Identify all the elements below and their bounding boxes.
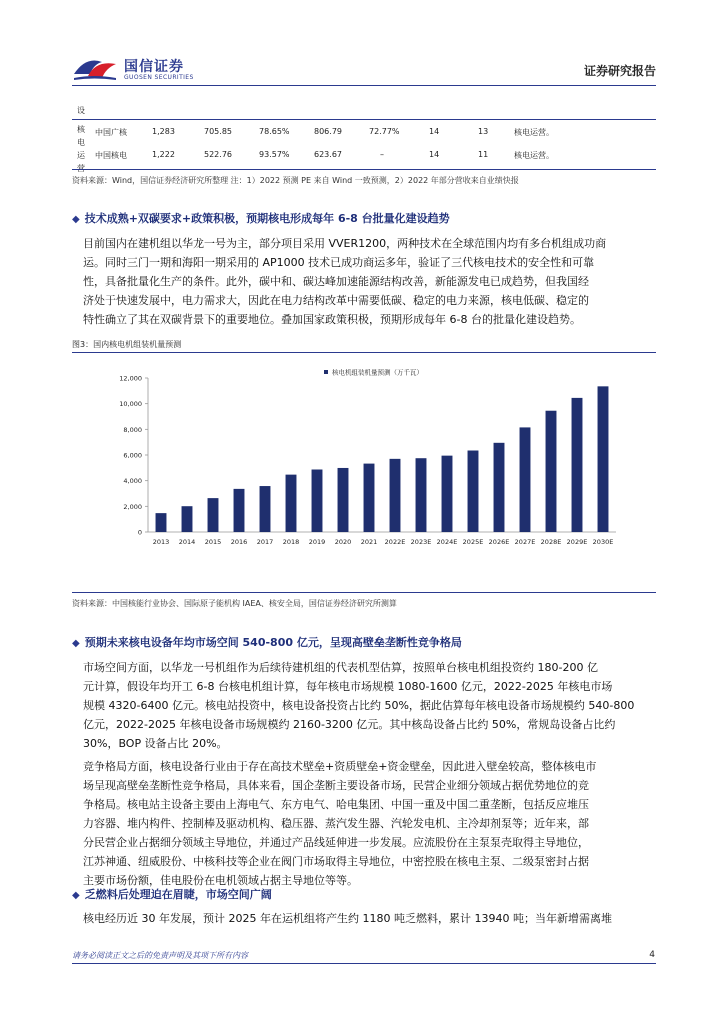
report-type-title: 证券研究报告 [583, 64, 656, 78]
table-cell: 623.67 [314, 150, 342, 159]
y-tick-label: 8,000 [123, 425, 142, 434]
company-name: 中国核电 [95, 151, 127, 160]
y-tick-label: 0 [137, 528, 142, 537]
paragraph-line: 亿元，2022-2025 年核电设备市场规模约 2160-3200 亿元。其中核岛设备占比约 50%，常规岛设备占比约 [83, 718, 616, 731]
table-cell: – [380, 150, 384, 159]
table-cell: 72.77% [369, 127, 400, 136]
company-name: 中国广核 [95, 128, 127, 137]
x-tick-label: 2022E [384, 538, 406, 546]
guosen-logo-icon [72, 52, 118, 82]
x-tick-label: 2027E [514, 538, 536, 546]
bar-2016 [234, 489, 245, 532]
figure-top-divider [72, 352, 656, 353]
bar-2024E [442, 456, 453, 532]
paragraph-line: 场呈现高壁垒垄断性竞争格局，具体来看，国企垄断主要设备市场，民营企业细分领域占据优势地位的竞 [83, 779, 589, 792]
table-cell: 705.85 [204, 127, 232, 136]
section-heading [72, 886, 272, 902]
bar-2023E [416, 458, 427, 532]
y-tick-label: 4,000 [123, 477, 142, 486]
paragraph [83, 658, 656, 753]
paragraph-line: 市场空间方面，以华龙一号机组作为后续待建机组的代表机型估算，按照单台核电机组投资约 180-200 亿 [83, 661, 598, 674]
bar-2018 [286, 475, 297, 532]
paragraph-line: 江苏神通、纽威股份、中核科技等企业在阀门市场取得主导地位，中密控股在核电主泵、二级泵密封占据 [83, 855, 589, 868]
x-tick-label: 2024E [436, 538, 458, 546]
paragraph-line: 目前国内在建机组以华龙一号为主，部分项目采用 VVER1200，两种技术在全球范围内均有多台机组成功商 [83, 237, 607, 250]
paragraph-line: 济处于快速发展中，电力需求大，因此在电力结构改革中需要低碳、稳定的电力来源，核电低碳、稳定的 [83, 294, 589, 307]
table-category-char: 电 [77, 138, 85, 147]
bar-2021 [364, 464, 375, 532]
bar-2029E [572, 398, 583, 532]
table-cell: 1,283 [152, 127, 175, 136]
x-tick-label: 2026E [488, 538, 510, 546]
y-tick-label: 2,000 [123, 502, 142, 511]
x-tick-label: 2030E [592, 538, 614, 546]
x-tick-label: 2029E [566, 538, 588, 546]
table-cell: 11 [478, 150, 489, 159]
table-cell: 1,222 [152, 150, 175, 159]
paragraph-line: 30%，BOP 设备占比 20%。 [83, 737, 228, 750]
bar-2019 [312, 470, 323, 532]
y-tick-label: 10,000 [119, 400, 142, 409]
paragraph-line: 元计算，假设年均开工 6-8 台核电机组计算，每年核电市场规模 1080-1600 亿元，2022-2025 年核电市场 [83, 680, 613, 693]
bar-2026E [494, 443, 505, 532]
table-bottom-divider [72, 169, 656, 170]
table-category-char: 设 [77, 106, 85, 115]
figure-caption: 图3：国内核电机组装机量预测 [72, 340, 182, 349]
legend-swatch [324, 370, 328, 374]
table-source-note: 资料来源：Wind，国信证券经济研究所整理 注：1）2022 预测 PE 来自 Wind 一致预测，2）2022 年部分营收来自业绩快报 [72, 176, 519, 185]
bar-2030E [598, 386, 609, 532]
paragraph-line: 核电经历近 30 年发展，预计 2025 年在运机组将产生约 1180 吨乏燃料，累计 13940 吨；当年新增需离堆 [83, 912, 612, 925]
table-cell: 806.79 [314, 127, 342, 136]
x-tick-label: 2020 [334, 538, 352, 546]
installed-capacity-bar-chart [100, 360, 630, 560]
legend-label: 核电机组装机量预测（万千瓦） [332, 368, 423, 377]
table-cell: 14 [429, 127, 440, 136]
x-tick-label: 2028E [540, 538, 562, 546]
figure-source-note: 资料来源：中国核能行业协会、国际原子能机构 IAEA、核安全局，国信证券经济研究所测算 [72, 599, 397, 608]
logo-english-name: GUOSEN SECURITIES [124, 74, 194, 81]
paragraph-line: 特性确立了其在双碳背景下的重要地位。叠加国家政策积极，预期形成每年 6-8 台的批量化建设趋势。 [83, 313, 581, 326]
header-divider [72, 85, 656, 86]
table-cell: 522.76 [204, 150, 232, 159]
section-heading [72, 210, 450, 226]
paragraph-line: 力容器、堆内构件、控制棒及驱动机构、稳压器、蒸汽发生器、汽轮发电机、主冷却剂泵等；近年来，部 [83, 817, 589, 830]
bar-2020 [338, 468, 349, 532]
paragraph-line: 争格局。核电站主设备主要由上海电气、东方电气、哈电集团、中国一重及中国二重垄断，包括反应堆压 [83, 798, 589, 811]
paragraph-line: 运。同时三门一期和海阳一期采用的 AP1000 技术已成功商运多年，验证了三代核电技术的安全性和可靠 [83, 256, 595, 269]
x-tick-label: 2017 [256, 538, 274, 546]
x-tick-label: 2013 [152, 538, 170, 546]
table-category-char: 核 [77, 125, 85, 134]
y-tick-label: 12,000 [119, 374, 142, 383]
bar-2017 [260, 486, 271, 532]
x-tick-label: 2023E [410, 538, 432, 546]
paragraph-line: 主要市场份额，佳电股份在电机领域占据主导地位等等。 [83, 874, 358, 887]
table-cell: 93.57% [259, 150, 290, 159]
disclaimer-note: 请务必阅读正文之后的免责声明及其项下所有内容 [72, 951, 248, 960]
section-heading-text: 技术成熟+双碳要求+政策积极，预期核电形成每年 6-8 台批量化建设趋势 [84, 212, 450, 225]
paragraph [83, 909, 656, 928]
table-cell: 核电运营。 [514, 128, 554, 137]
table-cell: 14 [429, 150, 440, 159]
table-cell: 13 [478, 127, 489, 136]
table-cell: 核电运营。 [514, 151, 554, 160]
paragraph [83, 757, 656, 890]
footer-divider [72, 963, 656, 964]
x-tick-label: 2018 [282, 538, 300, 546]
paragraph-line: 规模 4320-6400 亿元。核电站投资中，核电设备投资占比约 50%，据此估算每年核电设备市场规模约 540-800 [83, 699, 635, 712]
bar-2015 [208, 498, 219, 532]
x-tick-label: 2021 [360, 538, 378, 546]
section-heading [72, 634, 462, 650]
y-tick-label: 6,000 [123, 451, 142, 460]
paragraph-line: 分民营企业占据细分领域主导地位，并通过产品线延伸进一步发展。应流股份在主泵泵壳取得主导地位， [83, 836, 589, 849]
diamond-bullet-icon: ◆ [72, 214, 80, 225]
bar-2025E [468, 451, 479, 532]
paragraph [83, 234, 656, 329]
x-tick-label: 2016 [230, 538, 248, 546]
section-heading-text: 预期未来核电设备年均市场空间 540-800 亿元，呈现高壁垒垄断性竞争格局 [84, 636, 462, 649]
table-divider [72, 119, 656, 120]
bar-2028E [546, 411, 557, 532]
paragraph-line: 性，具备批量化生产的条件。此外，碳中和、碳达峰加速能源结构改善，新能源发电已成趋势，但我国经 [83, 275, 589, 288]
bar-2013 [156, 513, 167, 532]
x-tick-label: 2019 [308, 538, 326, 546]
paragraph-line: 竞争格局方面，核电设备行业由于存在高技术壁垒+资质壁垒+资金壁垒，因此进入壁垒较高，整体核电市 [83, 760, 597, 773]
bar-2014 [182, 506, 193, 532]
x-tick-label: 2015 [204, 538, 222, 546]
diamond-bullet-icon: ◆ [72, 890, 80, 901]
page-number: 4 [649, 950, 655, 960]
table-cell: 78.65% [259, 127, 290, 136]
x-tick-label: 2014 [178, 538, 196, 546]
table-category-char: 运 [77, 151, 85, 160]
bar-2027E [520, 427, 531, 532]
bar-2022E [390, 459, 401, 532]
section-heading-text: 乏燃料后处理迫在眉睫，市场空间广阔 [84, 888, 272, 901]
logo-chinese-name: 国信证券 [124, 59, 184, 75]
x-tick-label: 2025E [462, 538, 484, 546]
diamond-bullet-icon: ◆ [72, 638, 80, 649]
figure-bottom-divider [72, 592, 656, 593]
